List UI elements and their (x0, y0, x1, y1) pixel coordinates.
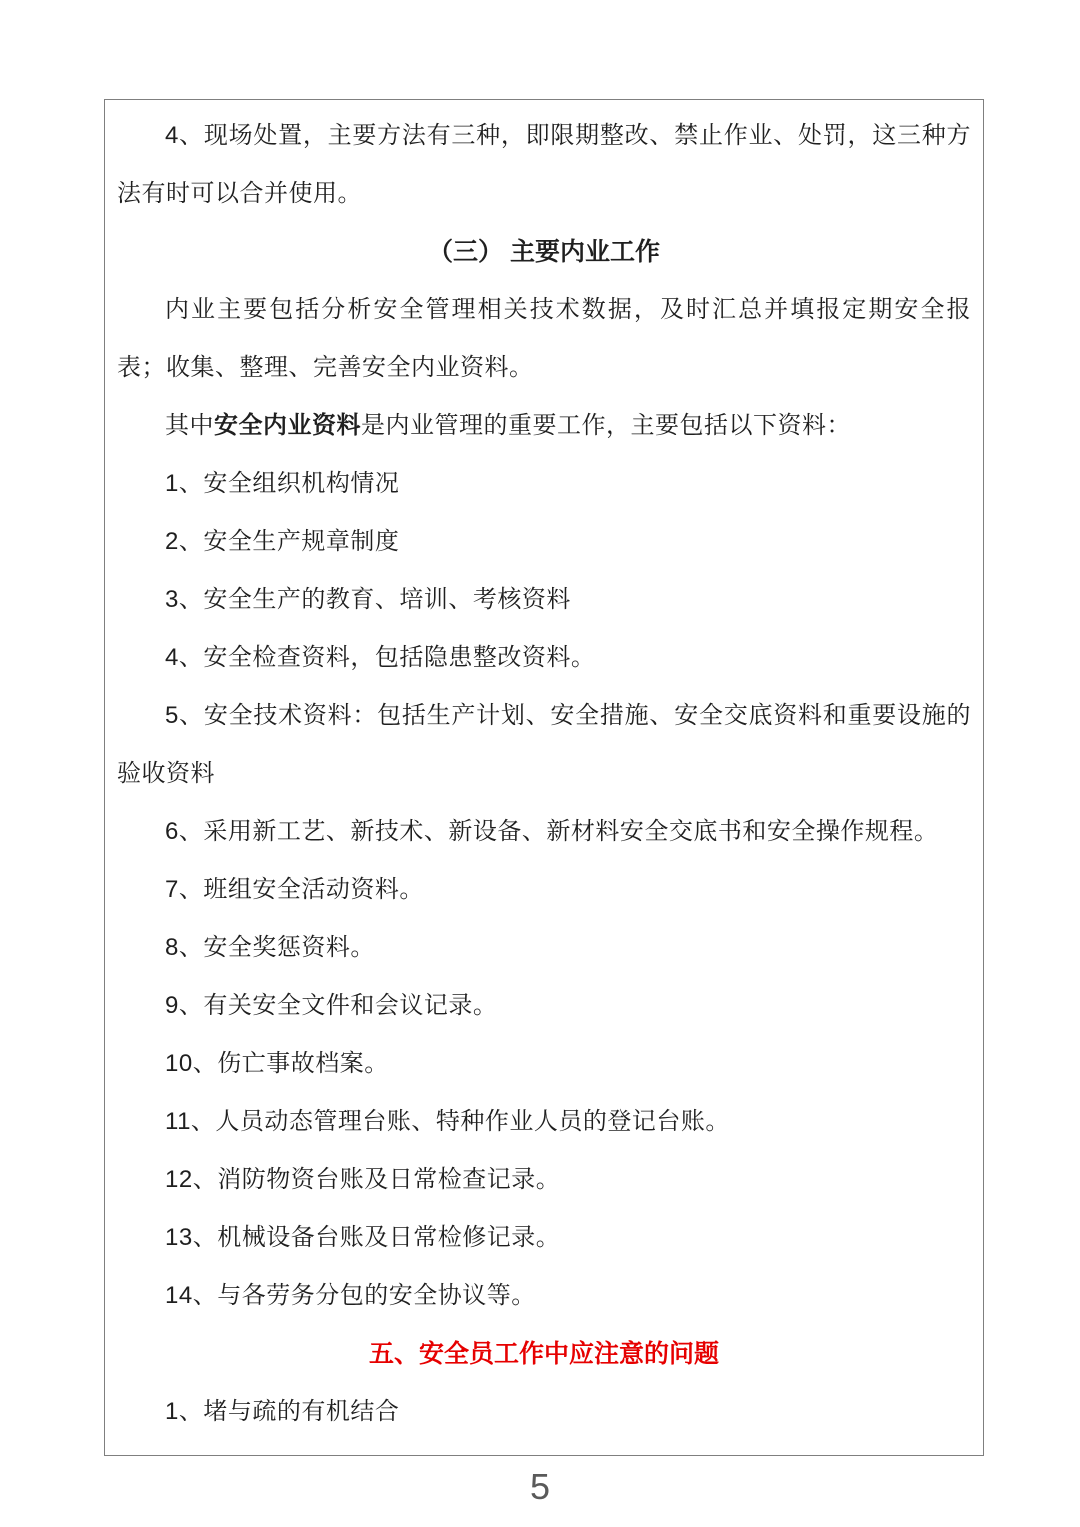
list-item: 2、安全生产规章制度 (165, 528, 400, 555)
intro-prefix-text: 其中 (165, 412, 214, 439)
intro-suffix-text: 是内业管理的重要工作，主要包括以下资料： (361, 412, 851, 439)
intro-bold-term: 安全内业资料 (214, 412, 361, 439)
list-item: 1、安全组织机构情况 (165, 470, 400, 497)
heading-safety-officer-issues: 五、安全员工作中应注意的问题 (368, 1340, 719, 1368)
list-item: 14、与各劳务分包的安全协议等。 (165, 1282, 536, 1309)
list-item: 5、安全技术资料：包括生产计划、安全措施、安全交底资料和重要设施的验收资料 (117, 702, 971, 787)
list-item: 12、消防物资台账及日常检查记录。 (165, 1166, 561, 1193)
list-item: 10、伤亡事故档案。 (165, 1050, 389, 1077)
list-item: 8、安全奖惩资料。 (165, 934, 375, 961)
list-item: 3、安全生产的教育、培训、考核资料 (165, 586, 571, 613)
list-item: 6、采用新工艺、新技术、新设备、新材料安全交底书和安全操作规程。 (165, 818, 939, 845)
page-border-frame (104, 99, 984, 1456)
list-item: 13、机械设备台账及日常检修记录。 (165, 1224, 561, 1251)
page-number: 5 (529, 1466, 551, 1507)
list-item: 7、班组安全活动资料。 (165, 876, 424, 903)
paragraph-internal-work-summary: 内业主要包括分析安全管理相关技术数据，及时汇总并填报定期安全报表；收集、整理、完善安全内业资料。 (117, 296, 971, 381)
heading-main-internal-work: （三） 主要内业工作 (428, 238, 660, 266)
list-item: 4、安全检查资料，包括隐患整改资料。 (165, 644, 596, 671)
paragraph-internal-data-intro (117, 397, 971, 455)
paragraph-block-and-dredge: 1、堵与疏的有机结合 (165, 1398, 400, 1425)
list-item: 9、有关安全文件和会议记录。 (165, 992, 498, 1019)
list-item: 11、人员动态管理台账、特种作业人员的登记台账。 (165, 1108, 730, 1135)
paragraph-onsite-disposal: 4、现场处置，主要方法有三种，即限期整改、禁止作业、处罚，这三种方法有时可以合并使用。 (117, 122, 971, 207)
